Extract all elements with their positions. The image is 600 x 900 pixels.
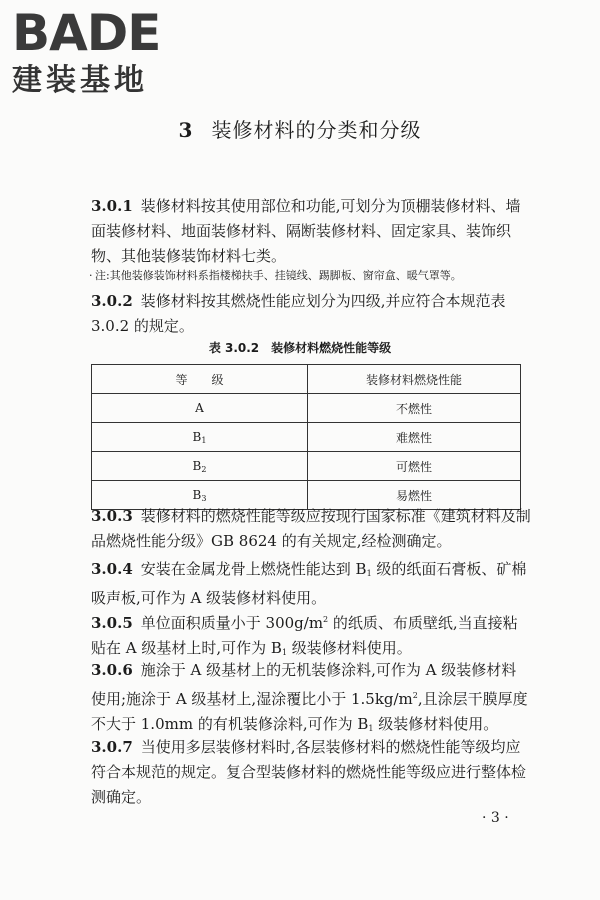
clause-text: 当使用多层装修材料时,各层装修材料的燃烧性能等级均应符合本规范的规定。复合型装修材料的燃烧性能等级应进行整体检测确定。 — [91, 738, 527, 806]
grade-letter: B — [192, 429, 202, 444]
clause-3-0-2 — [91, 289, 531, 339]
logo-subtitle: 建装基地 — [12, 63, 148, 98]
clause-text-part3: 级装修材料使用。 — [287, 639, 412, 657]
performance-cell: 不燃性 — [308, 394, 521, 423]
table-row — [92, 423, 521, 452]
clause-number: 3.0.6 — [91, 661, 133, 679]
grade-subscript: 3 — [201, 493, 207, 503]
grade-subscript: 1 — [368, 724, 374, 733]
grade-letter: B — [192, 458, 202, 473]
clause-3-0-4 — [91, 557, 531, 611]
unit-superscript: 2 — [323, 615, 329, 624]
grade-subscript: 2 — [201, 464, 207, 474]
clause-number: 3.0.4 — [91, 560, 133, 578]
performance-cell: 可燃性 — [308, 452, 521, 481]
grade-cell — [92, 423, 308, 452]
clause-3-0-3 — [91, 504, 531, 554]
table-row — [92, 452, 521, 481]
logo-brand: BADE — [12, 4, 161, 62]
grade-cell — [92, 394, 308, 423]
grade-letter: B — [192, 487, 202, 502]
note-bullet: · — [89, 269, 93, 282]
chapter-title — [0, 114, 600, 143]
clause-3-0-5 — [91, 607, 531, 665]
clause-text: 装修材料按其使用部位和功能,可划分为顶棚装修材料、墙面装修材料、地面装修材料、隔断装修材料、固定家具、装饰织物、其他装修装饰材料七类。 — [91, 197, 521, 265]
grade-cell — [92, 452, 308, 481]
grade-subscript: 1 — [281, 648, 288, 657]
performance-cell: 难燃性 — [308, 423, 521, 452]
table-caption: 表 3.0.2 装修材料燃烧性能等级 — [208, 341, 392, 355]
clause-number: 3.0.1 — [91, 197, 133, 215]
header-performance: 装修材料燃烧性能 — [308, 365, 521, 394]
note-text: 注:其他装修装饰材料系指楼梯扶手、挂镜线、踢脚板、窗帘盒、暖气罩等。 — [95, 269, 462, 282]
clause-text-part2: 级的纸面石膏板、矿棉吸声板,可作为 A 级装修材料使用。 — [91, 560, 527, 607]
clause-3-0-7 — [91, 735, 531, 810]
clause-3-0-1 — [91, 194, 531, 269]
clause-number: 3.0.2 — [91, 292, 133, 310]
clause-text-part2: 的纸质、布质壁纸,当直接粘贴在 A 级基材上时,可作为 B — [91, 614, 518, 657]
grade-letter: A — [195, 401, 204, 415]
clause-text-part3: 级装修材料使用。 — [373, 715, 499, 733]
clause-text-part2: ,且涂层干膜厚度不大于 1.0mm 的有机装修涂料,可作为 B — [91, 690, 528, 733]
clause-number: 3.0.5 — [91, 614, 133, 632]
header-grade: 等 级 — [92, 365, 308, 394]
clause-text: 装修材料的燃烧性能等级应按现行国家标准《建筑材料及制品燃烧性能分级》GB 8624 的有关规定,经检测确定。 — [91, 507, 531, 550]
unit-superscript: 2 — [412, 691, 418, 700]
clause-number: 3.0.7 — [91, 738, 133, 756]
grade-subscript: 1 — [366, 569, 372, 578]
clause-text-part1: 安装在金属龙骨上燃烧性能达到 B — [140, 560, 367, 578]
performance-cell: 易燃性 — [308, 481, 521, 510]
clause-text-part1: 施涂于 A 级基材上的无机装修涂料,可作为 A 级装修材料使用;施涂于 A 级基材上,湿涂覆比小于 1.5kg/m — [91, 661, 517, 708]
clause-3-0-6 — [91, 658, 531, 741]
clause-text-part1: 单位面积质量小于 300g/m — [140, 614, 324, 632]
clause-note — [89, 268, 535, 284]
grade-subscript: 1 — [201, 435, 207, 445]
flammability-grade-table — [91, 364, 521, 510]
table-row — [92, 394, 521, 423]
table-header-row — [92, 365, 521, 394]
clause-text: 装修材料按其燃烧性能应划分为四级,并应符合本规范表 3.0.2 的规定。 — [91, 292, 506, 335]
page-number: · 3 · — [482, 810, 509, 826]
chapter-title-text: 装修材料的分类和分级 — [211, 118, 422, 142]
bade-logo — [12, 4, 160, 98]
clause-number: 3.0.3 — [91, 507, 133, 525]
chapter-number: 3 — [178, 118, 194, 142]
